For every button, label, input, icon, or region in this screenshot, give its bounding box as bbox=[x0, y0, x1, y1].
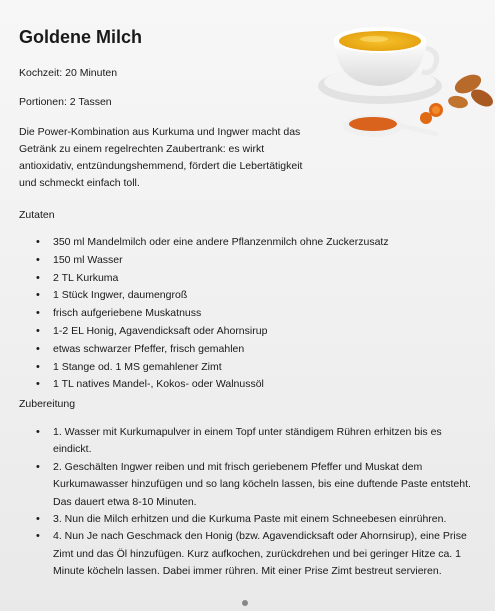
preparation-step: • 4. Nun Je nach Geschmack den Honig (bzw. Agavendicksaft oder Ahornsirup), eine Prise Zimt und das Öl hinzufügen. Kurz aufkochen, zurückdrehen und bei geringer Hitze ca. 1 Minute köcheln lassen. Dabei immer rühren. Mit einer Prise Zimt bestreut servieren. bbox=[36, 528, 476, 580]
golden-milk-photo bbox=[318, 14, 495, 142]
ingredient-item: • frisch aufgeriebene Muskatnuss bbox=[36, 305, 389, 323]
preparation-step: • 2. Geschälten Ingwer reiben und mit frisch geriebenem Pfeffer und Muskat dem Kurkumawasser hinzufügen und so lang köcheln lassen, bis eine duftende Paste entsteht. Das dauert etwa 8-10 Minuten. bbox=[36, 459, 476, 511]
preparation-step: • 3. Nun die Milch erhitzen und die Kurkuma Paste mit einem Schneebesen einrühren. bbox=[36, 511, 476, 528]
ingredient-item: • 2 TL Kurkuma bbox=[36, 270, 389, 288]
preparation-list bbox=[36, 424, 476, 581]
recipe-title: Goldene Milch bbox=[19, 27, 143, 47]
ingredient-item: • 350 ml Mandelmilch oder eine andere Pflanzenmilch ohne Zuckerzusatz bbox=[36, 234, 389, 252]
preparation-step: • 1. Wasser mit Kurkumapulver in einem Topf unter ständigem Rühren erhitzen bis es eindickt. bbox=[36, 424, 476, 459]
ingredients-list bbox=[36, 234, 389, 394]
ingredient-item: • 1-2 EL Honig, Agavendicksaft oder Ahornsirup bbox=[36, 323, 389, 341]
preparation-heading: Zubereitung bbox=[19, 398, 76, 410]
ingredient-item: • 1 Stange od. 1 MS gemahlener Zimt bbox=[36, 359, 389, 377]
intro-paragraph: Die Power-Kombination aus Kurkuma und Ingwer macht das Getränk zu einem regelrechten Zaubertrank: es wirkt antioxidativ, entzündungshemmend, fördert die Lebertätigkeit und schmeckt einfach toll. bbox=[19, 126, 303, 189]
ingredient-item: • 1 TL natives Mandel-, Kokos- oder Walnussöl bbox=[36, 376, 389, 394]
ingredient-item: • 1 Stück Ingwer, daumengroß bbox=[36, 287, 389, 305]
ingredients-heading: Zutaten bbox=[19, 209, 55, 221]
cooking-time: Kochzeit: 20 Minuten bbox=[19, 67, 118, 79]
servings: Portionen: 2 Tassen bbox=[19, 96, 112, 108]
ingredient-item: • 150 ml Wasser bbox=[36, 252, 389, 270]
ingredient-item: • etwas schwarzer Pfeffer, frisch gemahlen bbox=[36, 341, 389, 359]
scan-mark bbox=[242, 600, 248, 606]
